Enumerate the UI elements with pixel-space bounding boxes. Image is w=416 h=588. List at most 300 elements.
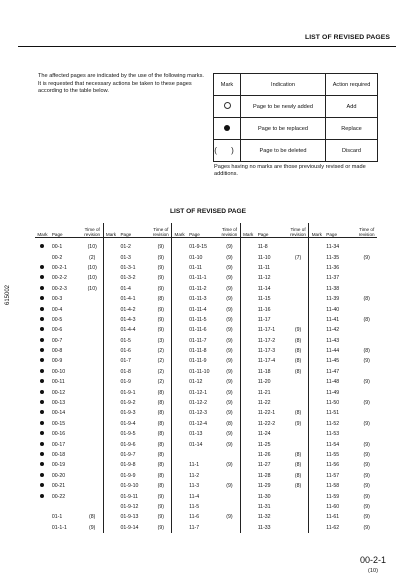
revision-cell: (9): [363, 420, 370, 427]
filled-circle-icon: [40, 410, 44, 414]
page-cell: 11-15: [257, 296, 271, 303]
page-cell: 01-11-4: [189, 306, 207, 313]
revision-mark-cell: [172, 523, 187, 533]
col-header-page: Page: [187, 223, 219, 238]
table-row: [35, 398, 377, 408]
revision-cell: [82, 450, 103, 460]
filled-circle-icon: [40, 338, 44, 342]
page-cell: 11-22-1: [257, 410, 276, 417]
page-cell: 00-11: [51, 379, 65, 386]
page-cell: 11-21: [257, 389, 271, 396]
col-header-page: Page: [324, 223, 356, 238]
revision-mark-cell: [309, 336, 324, 346]
page-cell: 00-22: [51, 493, 66, 500]
filled-circle-icon: [40, 452, 44, 456]
revision-mark-cell: [35, 346, 50, 356]
revision-cell: (8): [82, 512, 103, 522]
page-cell: 11-14: [257, 285, 271, 292]
page-cell: 11-29: [257, 483, 271, 490]
page-cell: 11-2: [189, 472, 200, 479]
indication-cell-replace: Page to be replaced: [241, 118, 326, 140]
revision-mark-cell: [103, 263, 118, 273]
filled-circle-icon: [40, 265, 44, 269]
revision-cell: [219, 523, 240, 533]
col-header-mark: Mark: [35, 223, 50, 238]
revision-cell: (9): [219, 429, 240, 439]
revision-cell: [288, 502, 309, 512]
revision-mark-cell: [309, 471, 324, 481]
revision-mark-cell: [172, 325, 187, 335]
revision-cell: [356, 336, 377, 346]
revision-cell: (9): [219, 273, 240, 283]
table-row: [35, 325, 377, 335]
revision-mark-cell: [309, 356, 324, 366]
col-header-time-of-revision: Time of revision: [82, 223, 103, 238]
revision-cell: (9): [219, 304, 240, 314]
revision-cell: [82, 387, 103, 397]
revision-mark-cell: [309, 325, 324, 335]
page-cell: 00-6: [51, 327, 63, 334]
page-cell: 01-9-8: [120, 462, 136, 469]
revision-cell: (9): [363, 503, 370, 510]
table-row: [35, 304, 377, 314]
page-cell: 11-26: [257, 452, 271, 458]
revision-cell: [356, 387, 377, 397]
revision-cell: (9): [219, 387, 240, 397]
table-row: [35, 419, 377, 429]
header-rule: [18, 46, 396, 47]
col-header-time-of-revision: Time of revision: [150, 223, 171, 238]
revision-cell: (8): [288, 356, 309, 366]
mark-cell-add: [214, 96, 241, 118]
page-cell: 00-3: [51, 296, 63, 303]
page-cell: 01-4-4: [120, 327, 136, 334]
revision-mark-cell: [103, 460, 118, 470]
page-cell: 01-5: [120, 337, 131, 344]
revision-cell: [356, 284, 377, 294]
revision-mark-cell: [103, 387, 118, 397]
revision-mark-cell: [103, 398, 118, 408]
table-row: [35, 481, 377, 491]
table-row: [35, 284, 377, 294]
revision-mark-cell: [103, 325, 118, 335]
revision-cell: [82, 419, 103, 429]
revision-mark-cell: [172, 491, 187, 501]
revision-cell: (9): [219, 346, 240, 356]
revision-cell: (8): [288, 471, 309, 481]
page-cell: 11-55: [326, 452, 340, 458]
revision-mark-cell: [35, 512, 50, 522]
page-cell: 11-47: [326, 368, 340, 375]
revision-cell: [356, 408, 377, 418]
revision-mark-cell: [309, 252, 324, 262]
revision-cell: (8): [219, 419, 240, 429]
revision-cell: [82, 304, 103, 314]
revision-mark-cell: [35, 315, 50, 325]
col-header-time-of-revision: Time of revision: [356, 223, 377, 238]
filled-circle-icon: [40, 296, 44, 300]
page-cell: 11-56: [326, 462, 340, 469]
revision-mark-cell: [240, 273, 255, 283]
revision-cell: (8): [150, 450, 171, 460]
revision-mark-cell: [309, 408, 324, 418]
revision-cell: (10): [82, 273, 103, 283]
revision-mark-cell: [172, 356, 187, 366]
filled-circle-icon: [40, 369, 44, 373]
revision-cell: (10): [82, 284, 103, 294]
revision-mark-cell: [309, 377, 324, 387]
table-row: [35, 356, 377, 366]
revision-cell: [288, 398, 309, 408]
revision-cell: [82, 377, 103, 387]
revision-mark-cell: [309, 512, 324, 522]
page-cell: 01-3-2: [120, 275, 136, 282]
page-cell: 00-2-1: [51, 264, 67, 271]
revision-cell: (9): [219, 252, 240, 262]
page-cell: 11-53: [326, 431, 340, 438]
revision-cell: (9): [219, 377, 240, 387]
page-cell: 00-2: [51, 254, 63, 261]
page-cell: 01-12-2: [189, 400, 207, 407]
intro-paragraph: The affected pages are indicated by the use of the following marks. It is requested that necessary actions be taken to these pages according to the table below.: [38, 73, 204, 95]
col-header-time-of-revision: Time of revision: [288, 223, 309, 238]
revision-mark-cell: [240, 325, 255, 335]
revision-cell: (9): [150, 304, 171, 314]
revision-mark-cell: [309, 273, 324, 283]
revision-cell: (2): [150, 356, 171, 366]
revision-cell: [288, 429, 309, 439]
revision-cell: (9): [219, 238, 240, 253]
revision-mark-cell: [240, 263, 255, 273]
page-cell: 01-3: [120, 254, 131, 261]
page-cell: 01-9-15: [189, 244, 207, 251]
marks-legend-table: [213, 73, 378, 162]
filled-circle-icon: [40, 421, 44, 425]
revision-cell: [288, 273, 309, 283]
revision-cell: (9): [363, 462, 370, 469]
revision-cell: [288, 439, 309, 449]
revision-mark-cell: [309, 315, 324, 325]
page-cell: 01-9-10: [120, 483, 139, 490]
revision-mark-cell: [35, 325, 50, 335]
page-cell: 01-12-1: [189, 389, 207, 396]
revision-mark-cell: [240, 481, 255, 491]
revision-mark-cell: [103, 512, 118, 522]
page-cell: 11-51: [326, 410, 340, 417]
page-cell: 11-62: [326, 524, 340, 531]
revision-mark-cell: [240, 460, 255, 470]
revision-mark-cell: [172, 294, 187, 304]
revision-mark-cell: [172, 273, 187, 283]
revised-pages-body: [35, 238, 377, 533]
revision-mark-cell: [309, 481, 324, 491]
page-cell: 11-54: [326, 441, 340, 448]
page-cell: 11-32: [257, 514, 271, 521]
page-cell: 01-12-4: [189, 420, 207, 427]
revision-cell: (9): [219, 460, 240, 470]
page-cell: 01-12-3: [189, 410, 207, 417]
revision-cell: [82, 439, 103, 449]
page-cell: 01-1: [51, 514, 63, 521]
revision-cell: (8): [288, 346, 309, 356]
revision-mark-cell: [240, 346, 255, 356]
col-header-time-of-revision: Time of revision: [219, 223, 240, 238]
revision-mark-cell: [35, 304, 50, 314]
revision-mark-cell: [240, 439, 255, 449]
revision-cell: [82, 429, 103, 439]
revision-cell: [82, 356, 103, 366]
page-cell: 01-11-1: [189, 275, 207, 282]
revision-mark-cell: [240, 315, 255, 325]
revision-mark-cell: [103, 429, 118, 439]
revision-cell: (9): [219, 284, 240, 294]
revision-cell: (2): [150, 346, 171, 356]
col-header-page: Page: [118, 223, 150, 238]
page-cell: 11-4: [189, 493, 200, 500]
revision-mark-cell: [240, 419, 255, 429]
revision-cell: (8): [288, 481, 309, 491]
revision-mark-cell: [172, 367, 187, 377]
list-title: LIST OF REVISED PAGE: [169, 208, 247, 215]
page-cell: 11-27: [257, 462, 271, 469]
revision-cell: (8): [363, 296, 370, 303]
page-cell: 01-13: [189, 431, 203, 438]
page-cell: 00-13: [51, 400, 66, 407]
revision-mark-cell: [172, 471, 187, 481]
revision-mark-cell: [240, 491, 255, 501]
page-cell: 11-10: [257, 254, 271, 261]
revision-mark-cell: [240, 252, 255, 262]
revision-cell: [356, 367, 377, 377]
revision-cell: [82, 346, 103, 356]
action-cell-discard: Discard: [326, 140, 378, 162]
page-cell: 01-11-7: [189, 337, 207, 344]
table-row: [35, 346, 377, 356]
page-cell: 01-3-1: [120, 264, 136, 271]
revision-cell: [82, 481, 103, 491]
revision-cell: (9): [150, 284, 171, 294]
page-cell: 01-9-7: [120, 452, 136, 458]
table-row: [35, 315, 377, 325]
revision-cell: [288, 491, 309, 501]
page-cell: 11-60: [326, 503, 340, 510]
revision-cell: (9): [363, 472, 370, 479]
filled-circle-icon: [224, 125, 230, 131]
page-cell: 00-10: [51, 368, 66, 375]
page-cell: 11-37: [326, 275, 340, 282]
parentheses-icon: ( ): [214, 146, 240, 155]
page-cell: 01-4: [120, 285, 131, 292]
filled-circle-icon: [40, 286, 44, 290]
page-cell: 01-14: [189, 441, 203, 448]
page-cell: 01-9-3: [120, 410, 136, 417]
revision-mark-cell: [309, 419, 324, 429]
revision-mark-cell: [103, 502, 118, 512]
revision-mark-cell: [172, 429, 187, 439]
revision-mark-cell: [240, 377, 255, 387]
table-row: [35, 367, 377, 377]
col-header-page: Page: [50, 223, 82, 238]
revision-mark-cell: [172, 450, 187, 460]
revision-cell: (9): [363, 254, 370, 261]
revision-cell: (8): [150, 471, 171, 481]
revision-cell: (8): [150, 460, 171, 470]
table-row: [35, 336, 377, 346]
page-cell: 11-8: [257, 244, 268, 251]
table-row: [35, 238, 377, 253]
page-cell: 00-2-3: [51, 285, 67, 292]
page-cell: 00-15: [51, 420, 66, 427]
page-cell: 01-12: [189, 379, 203, 386]
col-header-mark: Mark: [309, 223, 324, 238]
revision-mark-cell: [35, 491, 50, 501]
revision-cell: (9): [363, 452, 370, 458]
revision-cell: [288, 238, 309, 253]
revision-cell: [288, 304, 309, 314]
page-cell: 11-22: [257, 400, 271, 407]
page-cell: 11-17-1: [257, 327, 276, 334]
revision-mark-cell: [240, 304, 255, 314]
open-circle-icon: [224, 102, 231, 109]
revision-mark-cell: [309, 387, 324, 397]
filled-circle-icon: [40, 462, 44, 466]
revision-mark-cell: [35, 439, 50, 449]
page-cell: 11-24: [257, 431, 271, 438]
revision-cell: (9): [150, 263, 171, 273]
page-cell: 00-18: [51, 452, 66, 458]
revision-cell: (2): [150, 367, 171, 377]
page-cell: 00-5: [51, 316, 63, 323]
page-cell: 11-16: [257, 306, 271, 313]
revision-mark-cell: [309, 429, 324, 439]
mark-cell-replace: [214, 118, 241, 140]
indication-cell-add: Page to be newly added: [241, 96, 326, 118]
table-row: [35, 387, 377, 397]
revision-mark-cell: [103, 294, 118, 304]
page-cell: 11-22-2: [257, 420, 276, 427]
page-cell: 01-11-3: [189, 296, 207, 303]
revision-mark-cell: [172, 398, 187, 408]
page-cell: 01-9-4: [120, 420, 136, 427]
filled-circle-icon: [40, 317, 44, 321]
revision-mark-cell: [172, 387, 187, 397]
page-header-title: LIST OF REVISED PAGES: [304, 34, 390, 41]
page-cell: 11-12: [257, 275, 271, 282]
marks-legend-row-add: [214, 96, 378, 118]
revision-cell: [82, 502, 103, 512]
page-cell: 11-17-3: [257, 348, 276, 355]
revision-cell: [82, 460, 103, 470]
revision-mark-cell: [172, 252, 187, 262]
page-cell: 11-45: [326, 358, 340, 365]
revision-mark-cell: [103, 346, 118, 356]
revision-mark-cell: [103, 439, 118, 449]
page-cell: 01-9-12: [120, 503, 139, 510]
revision-cell: (8): [288, 336, 309, 346]
marks-header-mark: Mark: [214, 74, 241, 96]
page-cell: 01-8: [120, 368, 131, 375]
revision-mark-cell: [172, 304, 187, 314]
page-cell: 01-1-1: [51, 524, 67, 531]
revision-mark-cell: [240, 387, 255, 397]
filled-circle-icon: [40, 442, 44, 446]
revised-pages-table: [35, 223, 377, 533]
page-cell: [50, 502, 82, 512]
mark-cell-discard: [214, 140, 241, 162]
revision-cell: (2): [150, 377, 171, 387]
page-cell: 11-42: [326, 327, 340, 334]
revision-mark-cell: [240, 238, 255, 253]
col-header-mark: Mark: [172, 223, 187, 238]
page-cell: 00-8: [51, 348, 63, 355]
revision-mark-cell: [240, 523, 255, 533]
revision-mark-cell: [309, 450, 324, 460]
revision-cell: [288, 512, 309, 522]
revision-cell: [288, 263, 309, 273]
page-cell: 11-36: [326, 264, 340, 271]
revision-cell: (9): [150, 238, 171, 253]
revision-mark-cell: [35, 336, 50, 346]
filled-circle-icon: [40, 473, 44, 477]
revision-mark-cell: [309, 491, 324, 501]
page-cell: 01-9: [120, 379, 131, 386]
page-cell: 11-6: [189, 514, 200, 521]
revision-cell: (8): [288, 450, 309, 460]
page-cell: 01-7: [120, 358, 131, 365]
page-cell: 00-4: [51, 306, 63, 313]
filled-circle-icon: [40, 348, 44, 352]
revision-cell: (8): [288, 460, 309, 470]
revision-mark-cell: [35, 450, 50, 460]
page-cell: 01-11-10: [189, 368, 210, 375]
marks-legend-header-row: [214, 74, 378, 96]
page-cell: 11-33: [257, 524, 271, 531]
page-cell: 01-9-11: [120, 493, 138, 500]
revision-mark-cell: [35, 356, 50, 366]
revision-cell: (8): [150, 294, 171, 304]
revision-mark-cell: [35, 284, 50, 294]
revision-mark-cell: [172, 512, 187, 522]
revision-cell: [288, 377, 309, 387]
revision-mark-cell: [35, 377, 50, 387]
revision-cell: (9): [150, 273, 171, 283]
page-cell: 01-11-9: [189, 358, 207, 365]
revision-mark-cell: [172, 336, 187, 346]
page-cell: 00-9: [51, 358, 63, 365]
table-row: [35, 439, 377, 449]
page-cell: 01-9-5: [120, 431, 136, 438]
revision-mark-cell: [172, 238, 187, 253]
revision-cell: [356, 304, 377, 314]
revision-mark-cell: [309, 346, 324, 356]
revision-cell: (9): [363, 493, 370, 500]
revision-mark-cell: [172, 460, 187, 470]
revision-mark-cell: [35, 408, 50, 418]
revision-mark-cell: [35, 294, 50, 304]
revision-mark-cell: [103, 377, 118, 387]
page-cell: 11-50: [326, 400, 340, 407]
revision-cell: (9): [150, 502, 171, 512]
revision-mark-cell: [240, 429, 255, 439]
revision-cell: [82, 367, 103, 377]
revision-cell: (8): [363, 316, 370, 323]
page-cell: 11-25: [257, 441, 271, 448]
page-cell: 00-20: [51, 472, 66, 479]
revision-cell: (9): [219, 336, 240, 346]
revision-mark-cell: [103, 481, 118, 491]
revision-mark-cell: [309, 238, 324, 253]
page-cell: 00-12: [51, 389, 66, 396]
